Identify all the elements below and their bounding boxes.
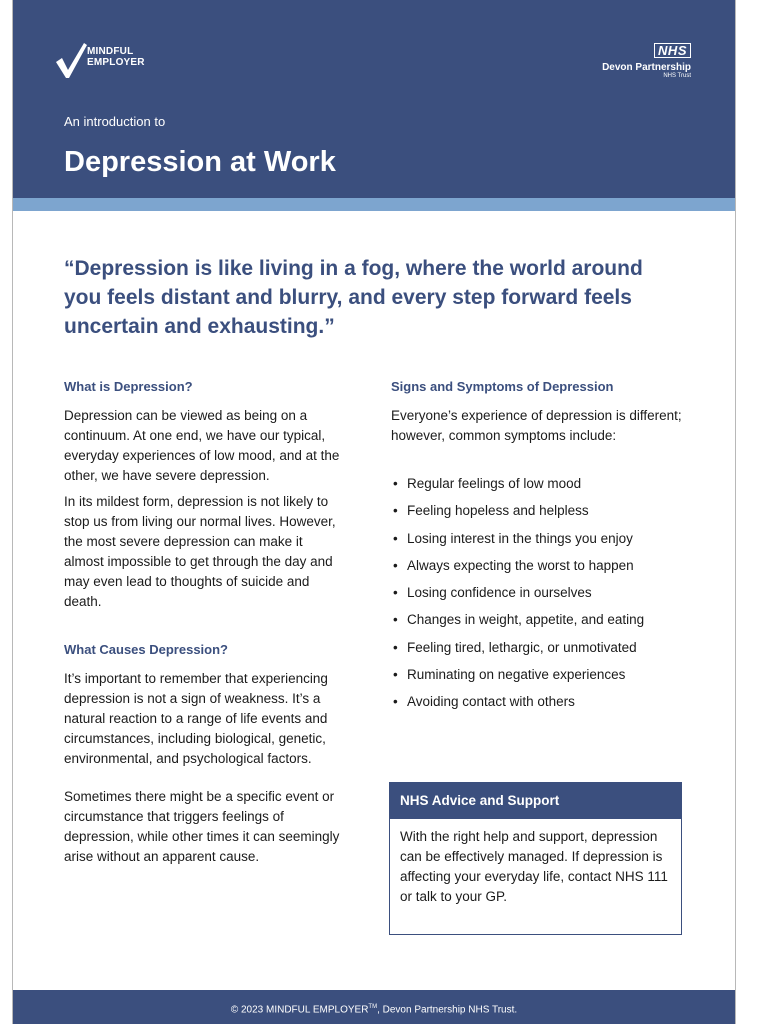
intro-text: An introduction to: [64, 114, 166, 129]
footer-organisation: , Devon Partnership NHS Trust.: [377, 1004, 518, 1016]
what-is-depression-para2: In its mildest form, depression is not likely to stop us from living our normal lives. However, the most severe depression can make it almost impossible to get through the day and may even lead to thoughts of suicide and death.: [64, 494, 336, 609]
symptoms-intro: Everyone’s experience of depression is different; however, common symptoms include:: [391, 408, 682, 443]
logo-line1: MINDFUL: [87, 46, 134, 57]
page-title: Depression at Work: [64, 146, 336, 178]
what-causes-depression-heading: What Causes Depression?: [64, 642, 228, 657]
list-item: • Losing confidence in ourselves: [391, 583, 691, 603]
list-item: • Regular feelings of low mood: [391, 474, 691, 494]
document-page: [12, 0, 736, 1024]
list-item: • Feeling tired, lethargic, or unmotivated: [391, 638, 691, 658]
nhs-advice-box: [389, 782, 682, 935]
what-causes-depression-para1: It’s important to remember that experiencing depression is not a sign of weakness. It’s a natural reaction to a range of life events and circumstances, including biological, genetic, environmental, and psychological factors.: [64, 671, 328, 766]
checkmark-icon: [54, 40, 88, 80]
list-item: • Avoiding contact with others: [391, 692, 691, 712]
list-item: • Losing interest in the things you enjoy: [391, 529, 691, 549]
list-item: • Ruminating on negative experiences: [391, 665, 691, 685]
nhs-logo: [602, 42, 691, 80]
footer: [13, 990, 735, 1024]
advice-heading: NHS Advice and Support: [390, 783, 681, 819]
advice-body: With the right help and support, depression can be effectively managed. If depression is affecting your everyday life, contact NHS 111 or talk to your GP.: [400, 829, 668, 904]
mindful-employer-logo: [54, 40, 164, 80]
header-banner: [13, 0, 735, 198]
list-item: • Always expecting the worst to happen: [391, 556, 691, 576]
list-item: • Feeling hopeless and helpless: [391, 501, 691, 521]
left-column: [64, 379, 346, 873]
nhs-organisation: Devon Partnership: [602, 62, 691, 73]
symptoms-list: [391, 474, 691, 712]
what-is-depression-heading: What is Depression?: [64, 379, 193, 394]
pull-quote: “Depression is like living in a fog, where the world around you feels distant and blurry, and every step forward feels uncertain and exhausting.”: [64, 257, 643, 338]
footer-copyright: © 2023 MINDFUL EMPLOYER: [230, 1004, 369, 1016]
list-item: • Changes in weight, appetite, and eating: [391, 610, 691, 630]
logo-line2: EMPLOYER: [87, 57, 145, 68]
footer-trademark: TM: [368, 1004, 378, 1010]
right-column: [391, 379, 691, 720]
accent-stripe: [13, 198, 735, 211]
symptoms-heading: Signs and Symptoms of Depression: [391, 379, 614, 394]
nhs-badge: NHS: [654, 43, 691, 58]
what-causes-depression-para2: Sometimes there might be a specific event or circumstance that triggers feelings of depression, while other times it can seemingly arise without an apparent cause.: [64, 789, 340, 864]
what-is-depression-para1: Depression can be viewed as being on a continuum. At one end, we have our typical, everyday experiences of low mood, and at the other, we have severe depression.: [64, 408, 340, 483]
nhs-trust: NHS Trust: [663, 73, 691, 79]
logo-text: [87, 46, 145, 68]
